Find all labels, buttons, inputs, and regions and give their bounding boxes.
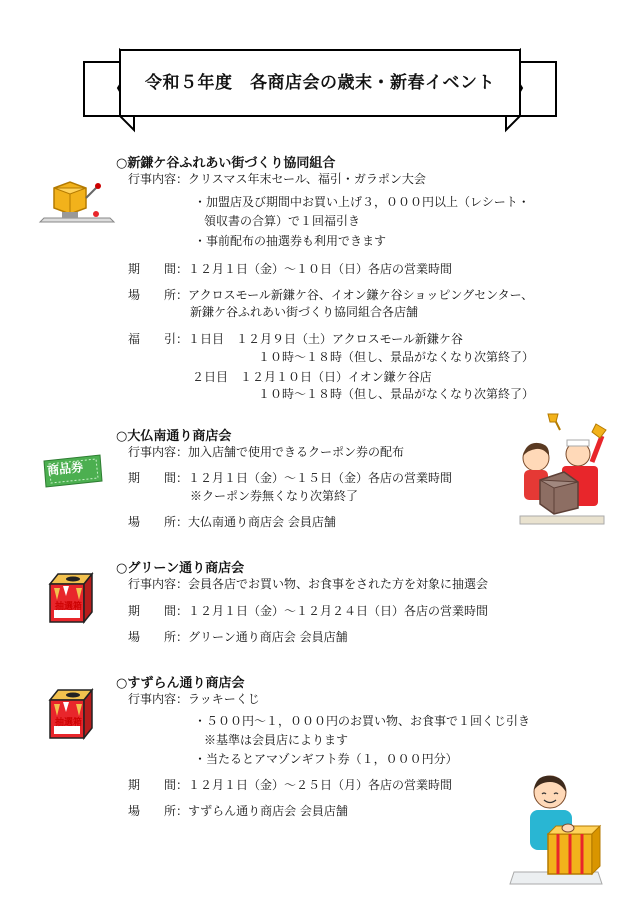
lottery-people-icon: [516, 412, 608, 528]
section-title: ○新鎌ケ谷ふれあい街づくり協同組合: [116, 156, 336, 171]
section-title: ○グリーン通り商店会: [116, 561, 245, 576]
box-label: 抽選箱: [55, 718, 83, 728]
text-line: ２日目 １２月１０日（日）イオン鎌ケ谷店: [192, 370, 432, 384]
text-line: 場 所：グリーン通り商店会 会員店舗: [128, 630, 348, 644]
text-line: ※基準は会員店によります: [204, 733, 349, 747]
text-line: 期 間：１２月１日（金）～１２月２４日（日）各店の営業時間: [128, 604, 489, 618]
text-line: 場 所：アクロスモール新鎌ケ谷、イオン鎌ケ谷ショッピングセンター、: [128, 288, 534, 302]
text-line: ・事前配布の抽選券も利用できます: [194, 234, 387, 248]
lottery-drum-icon: [40, 178, 118, 224]
text-line: ・当たるとアマゾンギフト券（１，０００円分）: [194, 752, 458, 766]
text-line: ・５００円～１，０００円のお買い物、お食事で１回くじ引き: [194, 714, 531, 728]
box-label: 抽選箱: [55, 602, 83, 612]
text-line: １０時～１８時（但し、景品がなくなり次第終了）: [258, 350, 535, 364]
text-line: 期 間：１２月１日（金）～２５日（月）各店の営業時間: [128, 778, 453, 792]
lottery-draw-person-icon: [510, 772, 606, 888]
text-line: ※クーポン券無くなり次第終了: [190, 489, 359, 503]
text-line: 期 間：１２月１日（金）～１５日（金）各店の営業時間: [128, 471, 453, 485]
page-title: 令和５年度 各商店会の歳末・新春イベント: [145, 73, 495, 93]
text-line: 福 引：１日目 １２月９日（土）アクロスモール新鎌ケ谷: [128, 332, 463, 346]
text-line: 新鎌ケ谷ふれあい街づくり協同組合各店舗: [190, 305, 419, 319]
text-line: ・加盟店及び期間中お買い上げ３，０００円以上（レシート・: [194, 195, 530, 209]
lottery-box-icon: [48, 572, 94, 624]
text-line: １０時～１８時（但し、景品がなくなり次第終了）: [258, 387, 535, 401]
section-title: ○大仏南通り商店会: [116, 429, 232, 444]
section-title: ○すずらん通り商店会: [116, 676, 245, 691]
text-line: 期 間：１２月１日（金）～１０日（日）各店の営業時間: [128, 262, 453, 276]
text-line: 場 所：大仏南通り商店会 会員店舗: [128, 515, 336, 529]
text-line: 領収書の合算）で１回福引き: [204, 214, 361, 228]
text-line: 行事内容：クリスマス年末セール、福引・ガラポン大会: [128, 172, 426, 186]
text-line: 行事内容：会員各店でお買い物、お食事をされた方を対象に抽選会: [128, 577, 489, 591]
text-line: 場 所：すずらん通り商店会 会員店舗: [128, 804, 348, 818]
ticket-label: 商品券: [46, 460, 84, 478]
lottery-box-icon: [48, 688, 94, 740]
text-line: 行事内容：加入店舗で使用できるクーポン券の配布: [128, 445, 405, 459]
text-line: 行事内容：ラッキーくじ: [128, 692, 260, 706]
